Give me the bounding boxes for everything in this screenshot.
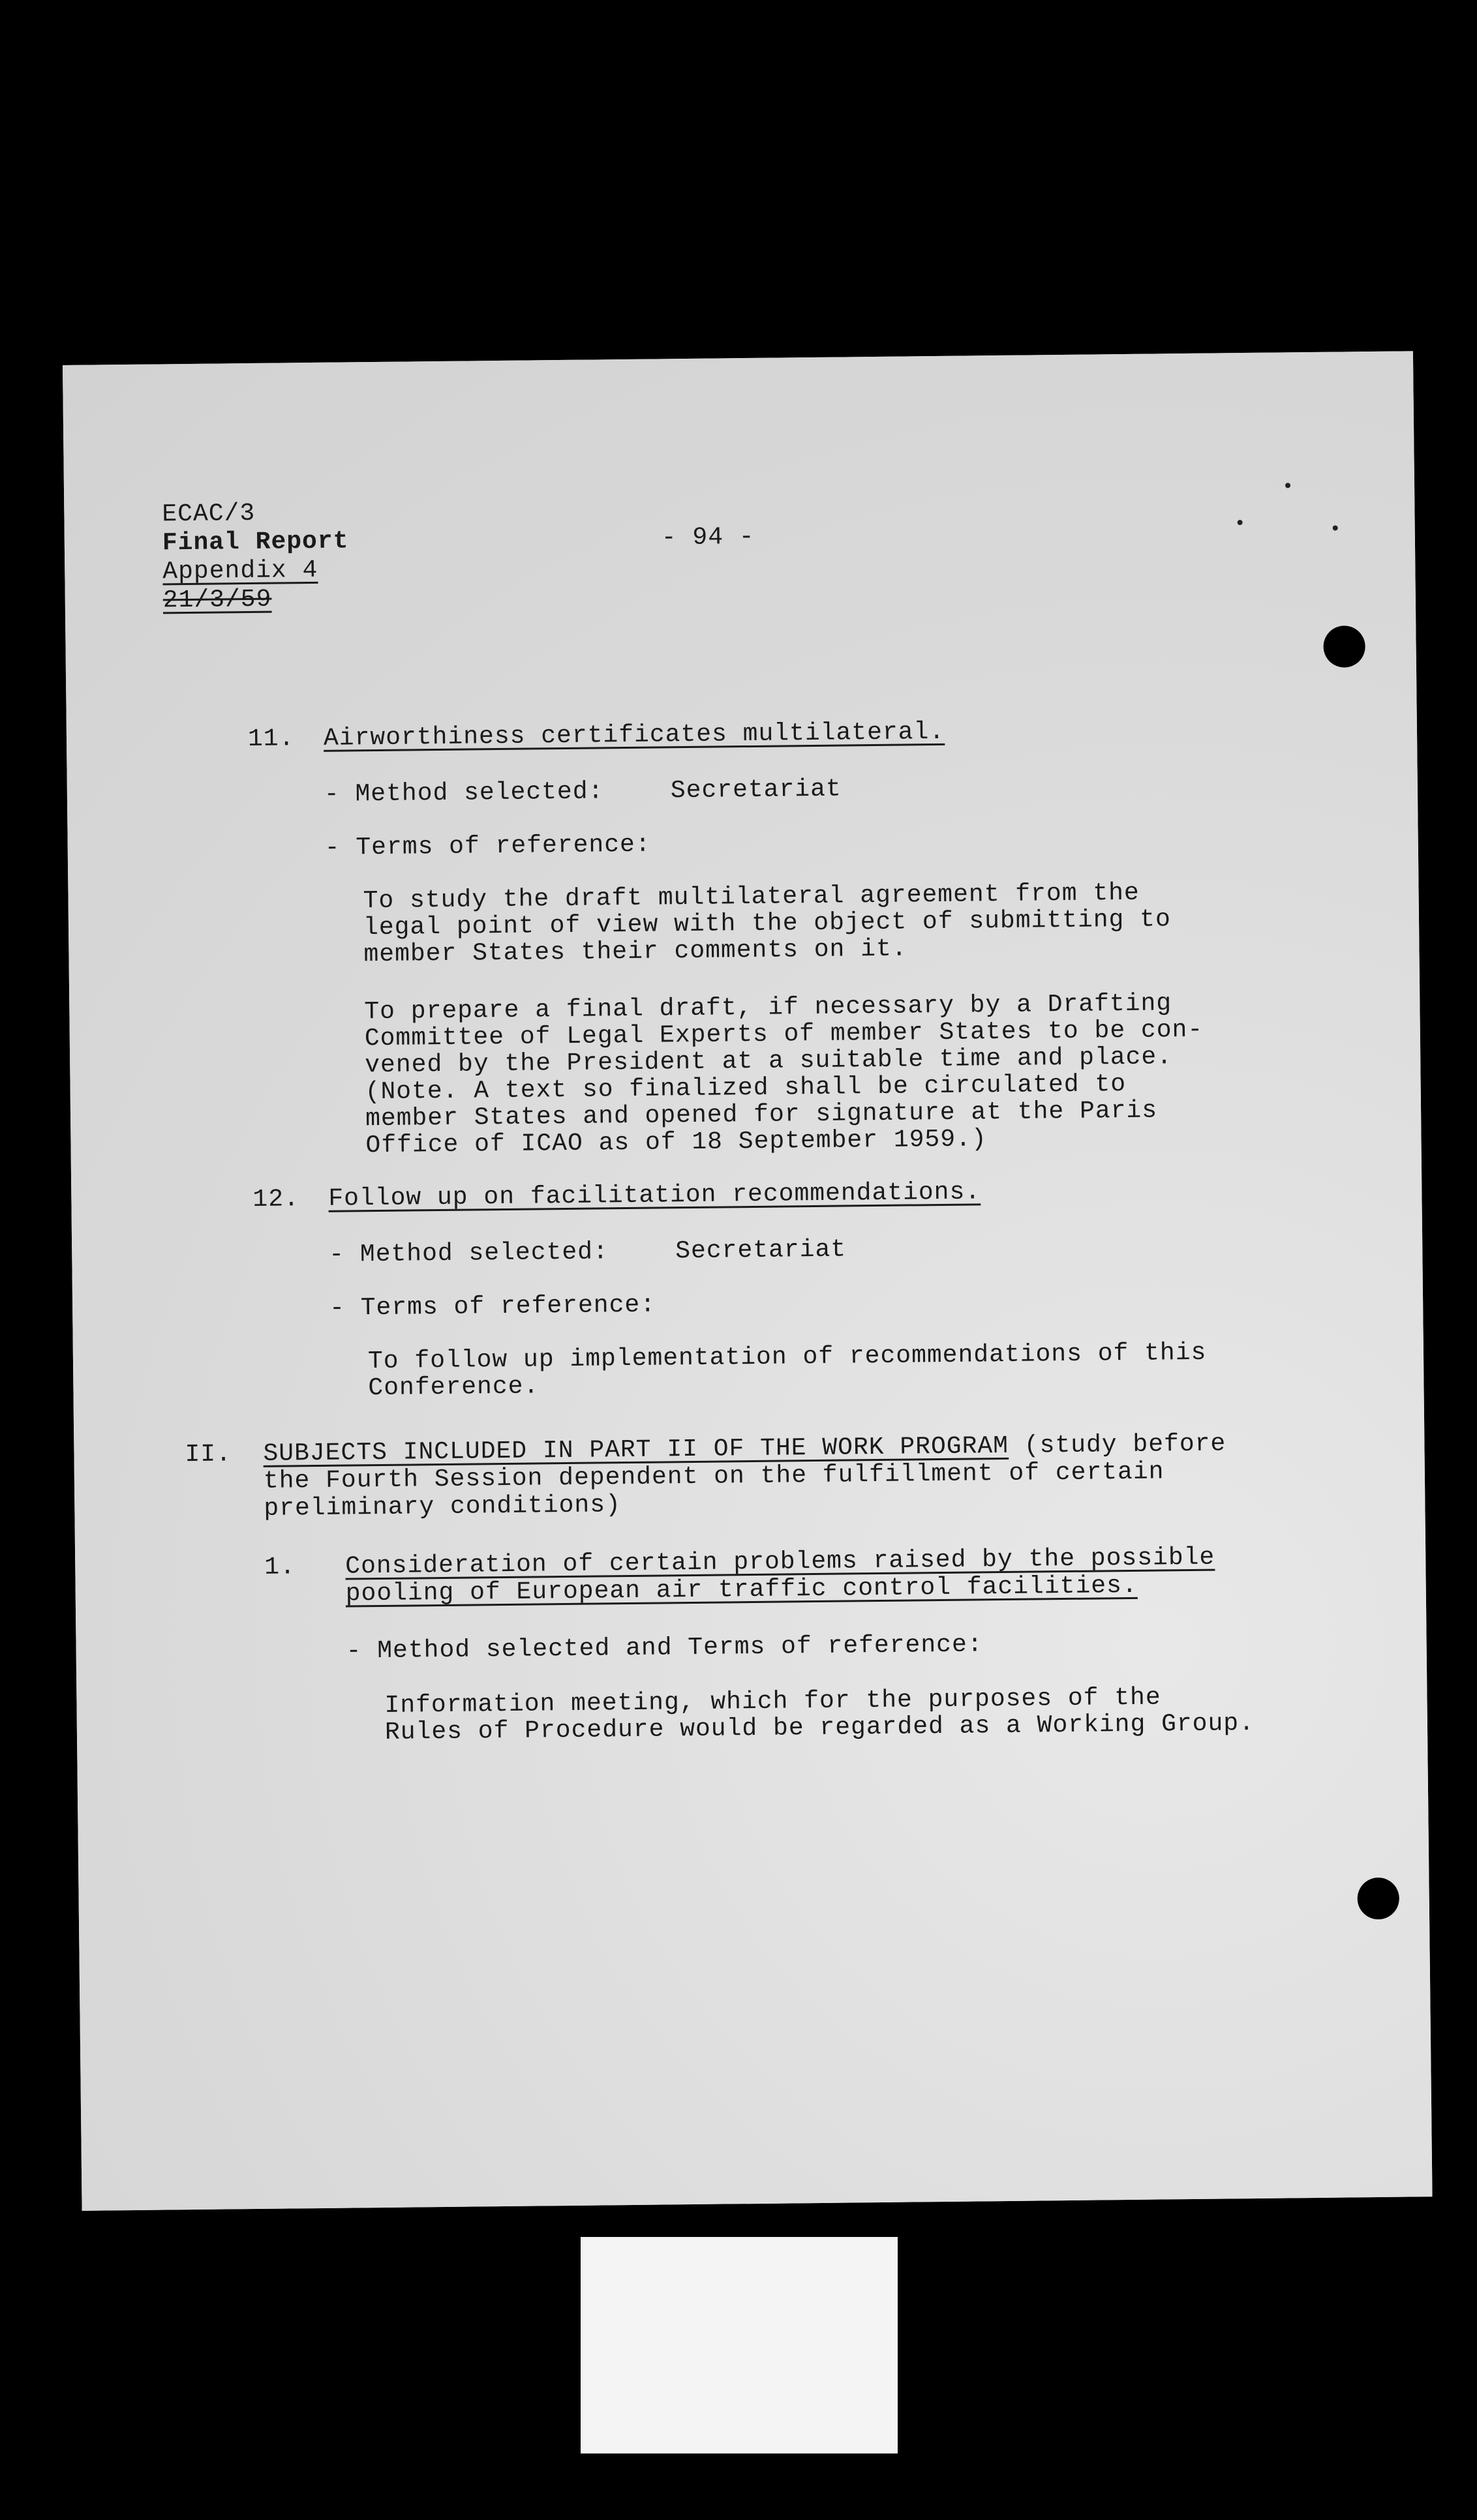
- section-ii-heading-rest: (study before: [1008, 1430, 1226, 1460]
- item-11-method-value: Secretariat: [670, 775, 842, 805]
- punch-hole-top: [1323, 625, 1365, 668]
- section-ii-item-1-number: 1.: [264, 1553, 296, 1582]
- item-12-paragraph-1: To follow up implementation of recommendations of this Conference.: [367, 1338, 1207, 1403]
- ink-speck: [1333, 526, 1338, 531]
- section-ii-item-1-title-2: pooling of European air traffic control facilities.: [345, 1571, 1138, 1608]
- section-ii-heading-underlined: SUBJECTS INCLUDED IN PART II OF THE WORK PROGRAM: [263, 1432, 1009, 1468]
- item-11-terms-label: - Terms of reference:: [324, 830, 651, 862]
- page-number: - 94 -: [661, 522, 755, 552]
- item-11-title: Airworthiness certificates multilateral.: [323, 717, 945, 753]
- section-ii-item-1-paragraph: Information meeting, which for the purposes of the Rules of Procedure would be regarded as a Working Group.: [384, 1683, 1255, 1747]
- section-ii-number: II.: [185, 1440, 232, 1469]
- punch-hole-bottom: [1357, 1878, 1399, 1920]
- section-ii-item-1-title-1: Consideration of certain problems raised by the possible: [345, 1543, 1215, 1581]
- document-ref: ECAC/3: [162, 499, 256, 529]
- document-date: 21/3/59: [162, 585, 272, 615]
- ink-speck: [1285, 483, 1290, 488]
- item-12-title: Follow up on facilitation recommendations.: [328, 1178, 981, 1213]
- item-11-paragraph-1: To study the draft multilateral agreement from the legal point of view with the object of submitting to member States their comments on it.: [363, 878, 1172, 969]
- item-11-paragraph-2: To prepare a final draft, if necessary by a Drafting Committee of Legal Experts of member States to be con- vened by the President at a suitable time and place. (Note. A text so finalized shall be circulated to member States and opened for signature at the Paris Office of ICAO as of 18 September 1959.): [364, 989, 1204, 1160]
- appendix-label: Appendix 4: [162, 556, 318, 586]
- report-title: Final Report: [162, 527, 349, 558]
- section-ii-line-3: preliminary conditions): [264, 1491, 622, 1523]
- item-12-terms-label: - Terms of reference:: [329, 1291, 656, 1323]
- section-ii-line-2: the Fourth Session dependent on the fulfillment of certain: [263, 1458, 1165, 1495]
- item-11-number: 11.: [247, 725, 295, 754]
- ink-speck: [1238, 520, 1243, 525]
- blank-slip: [581, 2237, 898, 2453]
- item-12-method-value: Secretariat: [675, 1235, 847, 1266]
- item-12-method-label: - Method selected:: [329, 1238, 609, 1269]
- item-11-method-label: - Method selected:: [324, 777, 604, 809]
- item-12-number: 12.: [252, 1185, 300, 1214]
- section-ii-item-1-method-label: - Method selected and Terms of reference:: [346, 1630, 983, 1666]
- document-page: [63, 351, 1433, 2211]
